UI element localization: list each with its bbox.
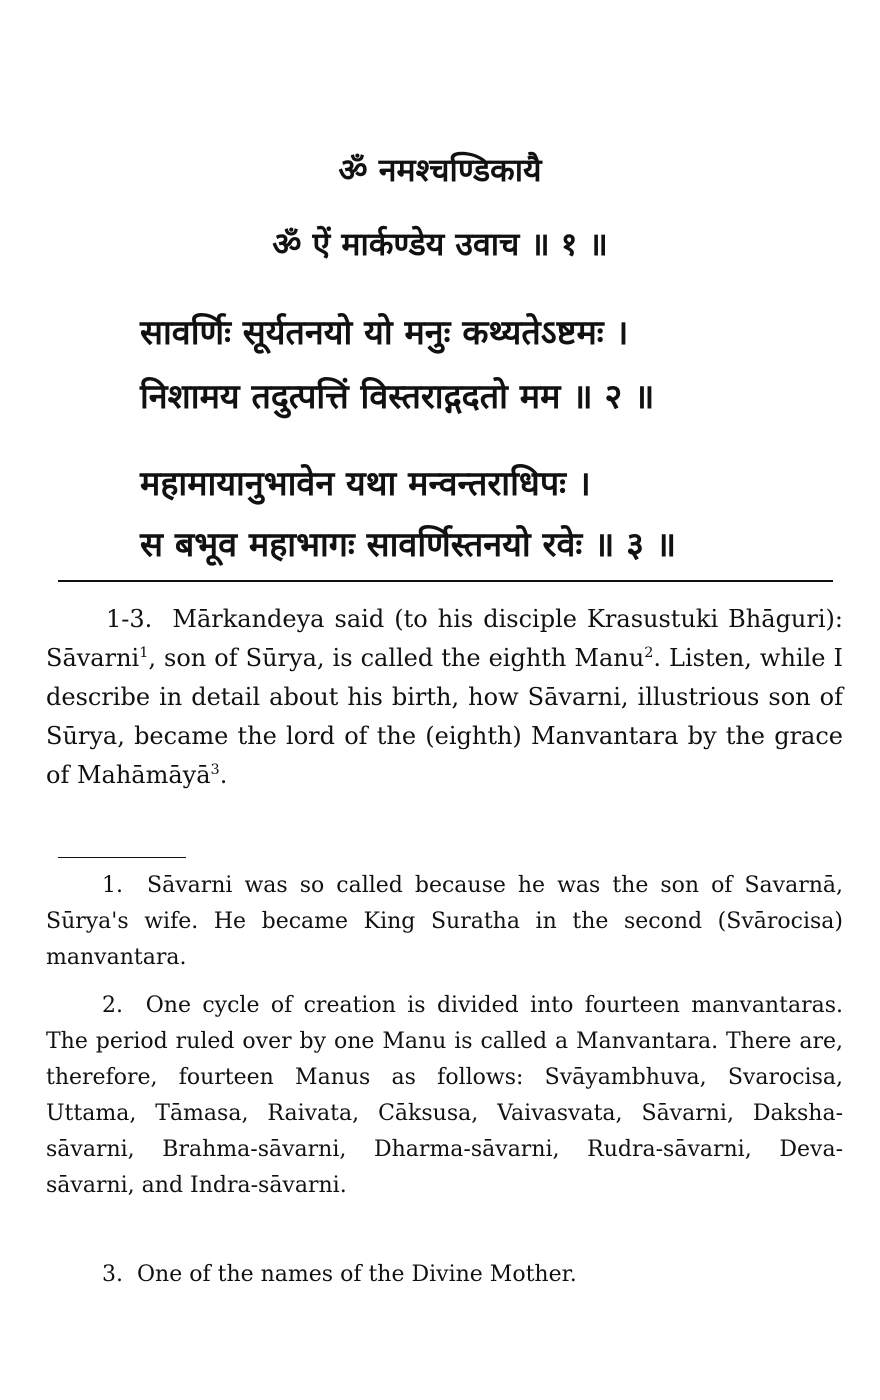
footnote-number: 3. <box>102 1262 123 1287</box>
footnote-number: 2. <box>102 993 123 1018</box>
translation-paragraph <box>46 600 843 795</box>
translation-text-2: , son of Sūrya, is called the eighth Manu <box>148 644 645 672</box>
footnote-number: 1. <box>102 873 123 898</box>
translation-text-4: . <box>219 761 228 789</box>
verse-2-line-1: सावर्णिः सूर्यतनयो यो मनुः कथ्यतेऽष्टमः । <box>140 313 629 353</box>
footnote-3 <box>46 1257 843 1293</box>
footnote-ref-2: 2 <box>644 645 654 661</box>
footnote-text: One of the names of the Divine Mother. <box>137 1262 577 1287</box>
translation-text-1: Mārkandeya said (to his disciple Krasustuki Bhāguri): Sāvarni <box>46 605 843 672</box>
verse-2-line-2: निशामय तदुत्पत्तिं विस्तराद्गदतो मम ॥ २ ॥ <box>140 377 655 417</box>
footnote-text: Sāvarni was so called because he was the son of Savarnā, Sūrya's wife. He became King Suratha in the second (Svārocisa) manvantara. <box>46 873 843 970</box>
footnote-text: One cycle of creation is divided into fourteen manvantaras. The period ruled over by one Manu is called a Manvantara. There are, therefore, fourteen Manus as follows: Svāyambhuva, Svarocisa, Uttama, Tāmasa, Raivata, Cāksusa, Vaivasvata, Sāvarni, Daksha-sāvarni, Brahma-sāvarni, Dharma-sāvarni, Rudra-sāvarni, Deva-sāvarni, and Indra-sāvarni. <box>46 993 843 1198</box>
verse-range-label: 1-3. <box>106 605 153 633</box>
verse-3-line-1: महामायानुभावेन यथा मन्वन्तराधिपः । <box>140 464 591 504</box>
footnote-divider <box>58 857 186 858</box>
footnote-2 <box>46 988 843 1204</box>
footnote-ref-3: 3 <box>210 762 220 778</box>
section-divider <box>58 580 833 582</box>
footnote-ref-1: 1 <box>139 645 149 661</box>
translation-text-3: . Listen, while I describe in detail about his birth, how Sāvarni, illustrious son of Sūrya, became the lord of the (eighth) Manvantara by the grace of Mahāmāyā <box>46 644 843 789</box>
invocation-line-2: ॐ ऐं मार्कण्डेय उवाच ॥ १ ॥ <box>272 225 608 263</box>
invocation-line-1: ॐ नमश्चण्डिकायै <box>338 151 542 189</box>
footnote-1 <box>46 868 843 976</box>
verse-3-line-2: स बभूव महाभागः सावर्णिस्तनयो रवेः ॥ ३ ॥ <box>140 525 677 565</box>
